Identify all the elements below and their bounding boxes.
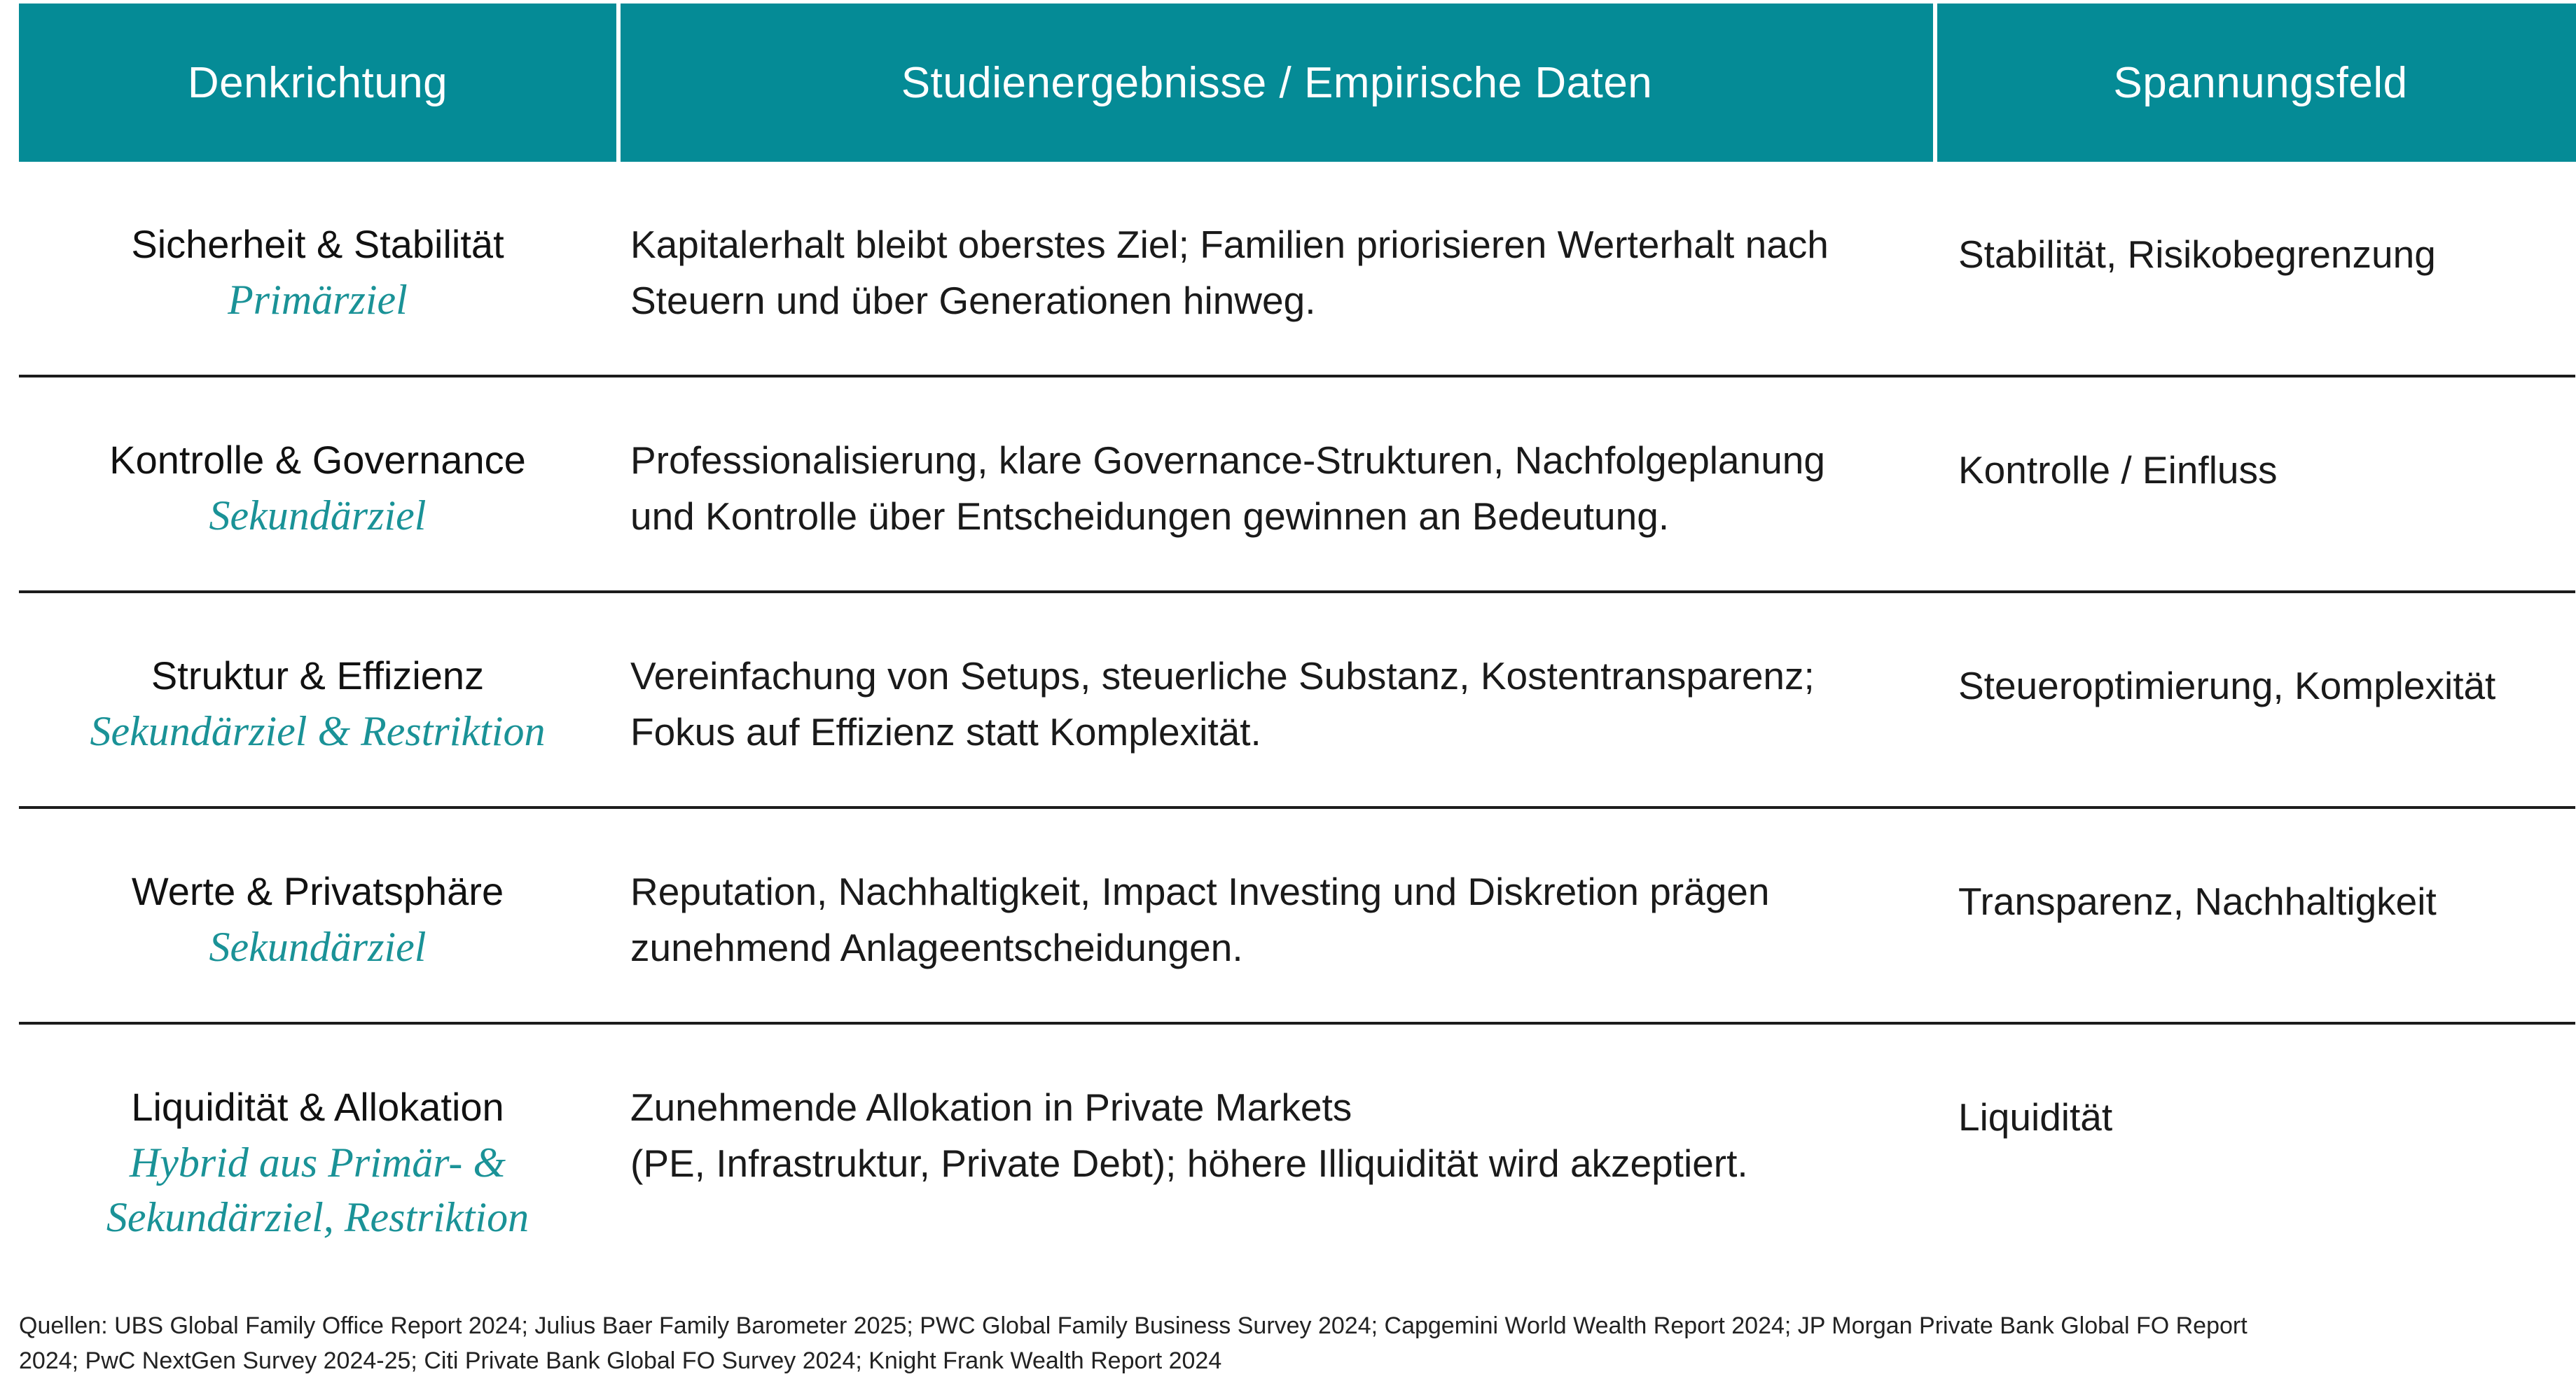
header-studienergebnisse: Studienergebnisse / Empirische Daten xyxy=(621,4,1933,162)
spannungsfeld-cell: Kontrolle / Einfluss xyxy=(1958,448,2278,492)
row-subtitle: Hybrid aus Primär- & Sekundärziel, Restriktion xyxy=(106,1139,529,1240)
row-text-line: Kapitalerhalt bleibt oberstes Ziel; Familien priorisieren Werterhalt nach xyxy=(630,223,1829,266)
row-text-line: und Kontrolle über Entscheidungen gewinnen an Bedeutung. xyxy=(630,494,1670,538)
row-title: Werte & Privatsphäre xyxy=(131,869,504,913)
row-subtitle: Primärziel xyxy=(228,277,408,323)
spannungsfeld-cell: Stabilität, Risikobegrenzung xyxy=(1958,233,2436,276)
row-text-line: Reputation, Nachhaltigkeit, Impact Investing und Diskretion prägen xyxy=(630,870,1770,913)
studienergebnisse-cell xyxy=(621,809,1933,1022)
row-text-line: Vereinfachung von Setups, steuerliche Substanz, Kostentransparenz; xyxy=(630,654,1815,698)
row-subtitle: Sekundärziel xyxy=(209,492,427,539)
denkrichtung-cell xyxy=(19,809,616,1022)
footnote-line: 2024; PwC NextGen Survey 2024-25; Citi Private Bank Global FO Survey 2024; Knight Frank Wealth Report 2024 xyxy=(19,1347,1222,1374)
table-header xyxy=(19,4,2575,162)
row-subtitle: Sekundärziel & Restriktion xyxy=(90,708,546,754)
row-title: Kontrolle & Governance xyxy=(109,438,526,482)
denkrichtung-cell xyxy=(19,593,616,806)
row-text-line: (PE, Infrastruktur, Private Debt); höhere Illiquidität wird akzeptiert. xyxy=(630,1142,1748,1185)
comparison-table xyxy=(19,4,2575,1263)
studienergebnisse-cell xyxy=(621,377,1933,590)
denkrichtung-cell xyxy=(19,162,616,375)
row-text-line: Professionalisierung, klare Governance-Strukturen, Nachfolgeplanung xyxy=(630,438,1825,482)
header-spannungsfeld: Spannungsfeld xyxy=(1937,4,2576,162)
table-row xyxy=(19,1025,2575,1263)
studienergebnisse-cell xyxy=(621,593,1933,806)
sources-footnote xyxy=(19,1308,2554,1378)
row-text-line: zunehmend Anlageentscheidungen. xyxy=(630,926,1243,969)
table-row xyxy=(19,162,2575,377)
denkrichtung-cell xyxy=(19,377,616,590)
spannungsfeld-cell: Steueroptimierung, Komplexität xyxy=(1958,664,2496,707)
spannungsfeld-cell: Liquidität xyxy=(1958,1095,2113,1139)
footnote-line: Quellen: UBS Global Family Office Report 2024; Julius Baer Family Barometer 2025; PWC Global Family Business Survey 2024; Capgemini World Wealth Report 2024; JP Morgan Private Bank Global FO Report xyxy=(19,1312,2248,1339)
table-row xyxy=(19,377,2575,593)
table-row xyxy=(19,809,2575,1025)
row-text-line: Zunehmende Allokation in Private Markets xyxy=(630,1086,1352,1129)
row-title: Sicherheit & Stabilität xyxy=(131,222,504,266)
studienergebnisse-cell xyxy=(621,1025,1933,1263)
studienergebnisse-cell xyxy=(621,162,1933,375)
table-row xyxy=(19,593,2575,809)
header-denkrichtung: Denkrichtung xyxy=(19,4,616,162)
denkrichtung-cell xyxy=(19,1025,616,1263)
row-text-line: Fokus auf Effizienz statt Komplexität. xyxy=(630,710,1261,754)
row-title: Struktur & Effizienz xyxy=(151,653,485,698)
spannungsfeld-cell: Transparenz, Nachhaltigkeit xyxy=(1958,880,2437,923)
row-title: Liquidität & Allokation xyxy=(131,1085,504,1129)
row-text-line: Steuern und über Generationen hinweg. xyxy=(630,279,1316,322)
row-subtitle: Sekundärziel xyxy=(209,924,427,970)
